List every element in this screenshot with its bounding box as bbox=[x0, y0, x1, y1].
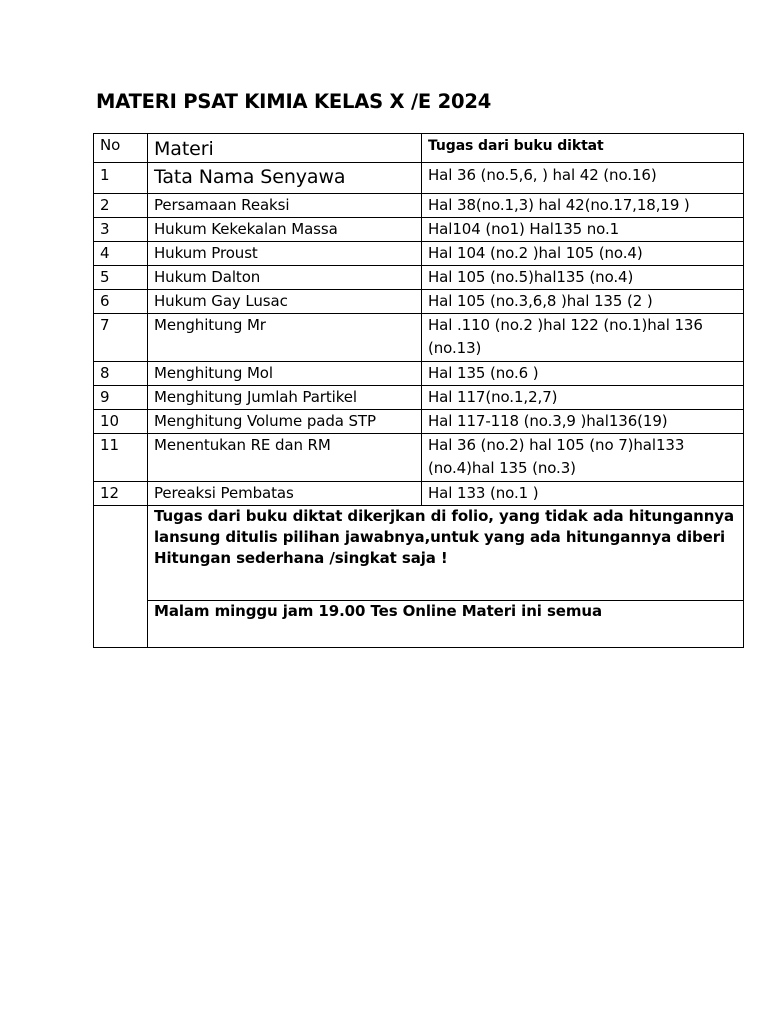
row-tugas: Hal 36 (no.5,6, ) hal 42 (no.16) bbox=[422, 163, 744, 194]
materi-table bbox=[93, 133, 744, 648]
row-no: 5 bbox=[94, 266, 148, 290]
row-tugas: Hal 105 (no.5)hal135 (no.4) bbox=[422, 266, 744, 290]
row-tugas: Hal 105 (no.3,6,8 )hal 135 (2 ) bbox=[422, 290, 744, 314]
row-tugas: Hal 117(no.1,2,7) bbox=[422, 386, 744, 410]
table-row bbox=[94, 194, 744, 218]
row-no: 7 bbox=[94, 314, 148, 362]
assignment-note: Tugas dari buku diktat dikerjkan di folio, yang tidak ada hitungannya lansung ditulis pilihan jawabnya,untuk yang ada hitungannya diberi Hitungan sederhana /singkat saja ! bbox=[148, 506, 744, 601]
row-materi: Hukum Kekekalan Massa bbox=[148, 218, 422, 242]
document-title: MATERI PSAT KIMIA KELAS X /E 2024 bbox=[96, 90, 492, 113]
row-tugas: Hal 117-118 (no.3,9 )hal136(19) bbox=[422, 410, 744, 434]
row-no: 1 bbox=[94, 163, 148, 194]
row-no: 8 bbox=[94, 362, 148, 386]
table-row bbox=[94, 386, 744, 410]
row-materi: Hukum Proust bbox=[148, 242, 422, 266]
table-row bbox=[94, 410, 744, 434]
table-row bbox=[94, 242, 744, 266]
row-no: 4 bbox=[94, 242, 148, 266]
notes-spacer-cell bbox=[94, 506, 148, 601]
row-tugas: Hal104 (no1) Hal135 no.1 bbox=[422, 218, 744, 242]
notes-row bbox=[94, 601, 744, 648]
row-materi: Tata Nama Senyawa bbox=[148, 163, 422, 194]
row-tugas: Hal 104 (no.2 )hal 105 (no.4) bbox=[422, 242, 744, 266]
row-no: 6 bbox=[94, 290, 148, 314]
table-header-row bbox=[94, 134, 744, 163]
header-no: No bbox=[94, 134, 148, 163]
table-row bbox=[94, 163, 744, 194]
row-tugas: Hal 38(no.1,3) hal 42(no.17,18,19 ) bbox=[422, 194, 744, 218]
row-materi: Hukum Gay Lusac bbox=[148, 290, 422, 314]
row-no: 11 bbox=[94, 434, 148, 482]
row-materi: Menghitung Jumlah Partikel bbox=[148, 386, 422, 410]
row-no: 3 bbox=[94, 218, 148, 242]
row-tugas: Hal 36 (no.2) hal 105 (no 7)hal133 (no.4)hal 135 (no.3) bbox=[422, 434, 744, 482]
table-row bbox=[94, 434, 744, 482]
table-row bbox=[94, 362, 744, 386]
header-tugas: Tugas dari buku diktat bbox=[422, 134, 744, 163]
row-materi: Menghitung Mr bbox=[148, 314, 422, 362]
row-tugas: Hal 135 (no.6 ) bbox=[422, 362, 744, 386]
row-materi: Pereaksi Pembatas bbox=[148, 482, 422, 506]
table-row bbox=[94, 482, 744, 506]
row-no: 9 bbox=[94, 386, 148, 410]
row-tugas: Hal .110 (no.2 )hal 122 (no.1)hal 136 (no.13) bbox=[422, 314, 744, 362]
table-row bbox=[94, 314, 744, 362]
table-row bbox=[94, 266, 744, 290]
row-materi: Hukum Dalton bbox=[148, 266, 422, 290]
header-materi: Materi bbox=[148, 134, 422, 163]
row-materi: Menghitung Mol bbox=[148, 362, 422, 386]
row-materi: Menghitung Volume pada STP bbox=[148, 410, 422, 434]
row-no: 10 bbox=[94, 410, 148, 434]
table-row bbox=[94, 218, 744, 242]
row-materi: Menentukan RE dan RM bbox=[148, 434, 422, 482]
notes-spacer-cell bbox=[94, 601, 148, 648]
notes-row bbox=[94, 506, 744, 601]
table-row bbox=[94, 290, 744, 314]
row-tugas: Hal 133 (no.1 ) bbox=[422, 482, 744, 506]
test-schedule-note: Malam minggu jam 19.00 Tes Online Materi ini semua bbox=[148, 601, 744, 648]
row-no: 2 bbox=[94, 194, 148, 218]
row-no: 12 bbox=[94, 482, 148, 506]
row-materi: Persamaan Reaksi bbox=[148, 194, 422, 218]
